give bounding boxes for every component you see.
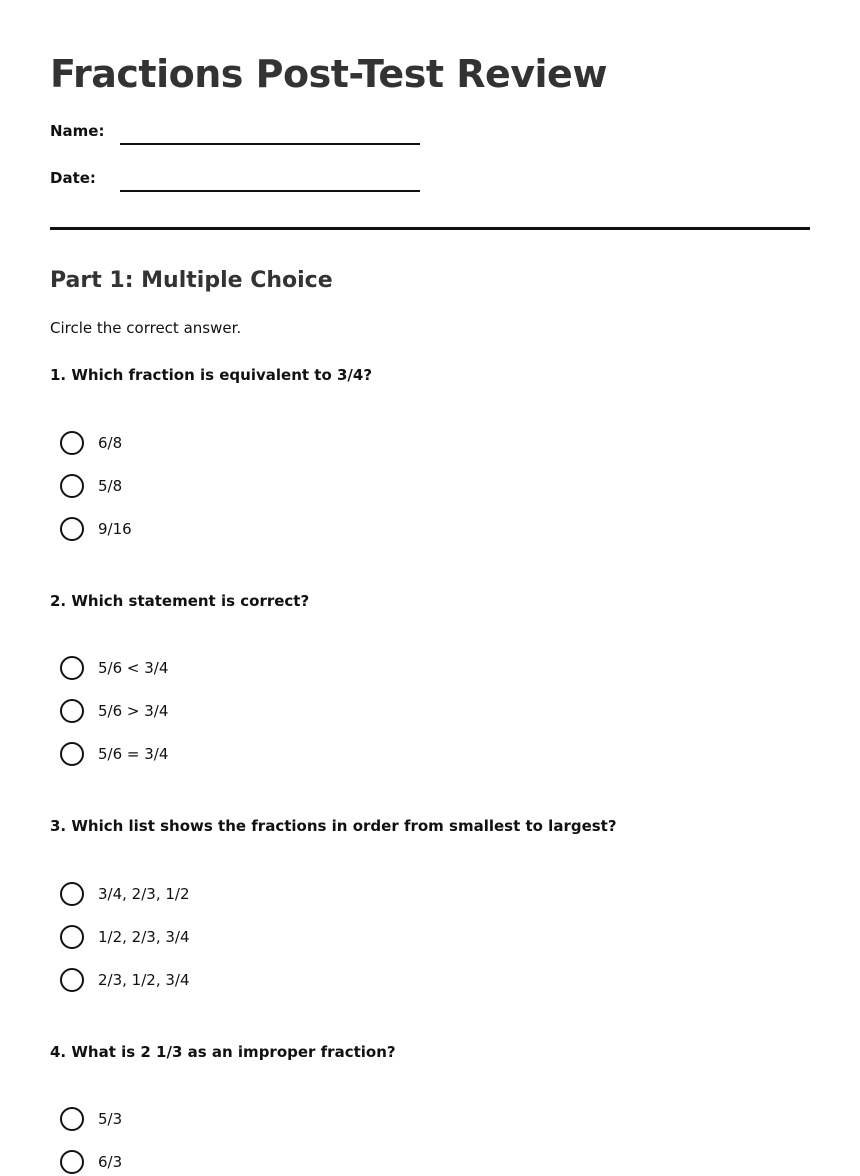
answer-option[interactable] bbox=[60, 699, 460, 725]
date-input[interactable] bbox=[120, 190, 420, 192]
answer-option-label: 2/3, 1/2, 3/4 bbox=[98, 971, 190, 989]
answer-option-label: 5/8 bbox=[98, 477, 123, 495]
question-text: 1. Which fraction is equivalent to 3/4? bbox=[50, 366, 373, 384]
answer-option[interactable] bbox=[60, 1107, 460, 1133]
radio-circle-icon[interactable] bbox=[60, 1150, 84, 1174]
date-field-row bbox=[50, 168, 450, 198]
answer-option-label: 3/4, 2/3, 1/2 bbox=[98, 885, 190, 903]
question-text: 3. Which list shows the fractions in order from smallest to largest? bbox=[50, 817, 617, 835]
answer-option-label: 5/6 > 3/4 bbox=[98, 702, 169, 720]
radio-circle-icon[interactable] bbox=[60, 925, 84, 949]
radio-circle-icon[interactable] bbox=[60, 431, 84, 455]
name-label: Name: bbox=[50, 122, 105, 140]
answer-option[interactable] bbox=[60, 968, 460, 994]
question-text: 2. Which statement is correct? bbox=[50, 592, 310, 610]
answer-option[interactable] bbox=[60, 431, 460, 457]
answer-option-label: 5/3 bbox=[98, 1110, 123, 1128]
header-divider bbox=[50, 227, 810, 230]
answer-option-label: 5/6 < 3/4 bbox=[98, 659, 169, 677]
answer-option[interactable] bbox=[60, 742, 460, 768]
question-text: 4. What is 2 1/3 as an improper fraction? bbox=[50, 1043, 396, 1061]
radio-circle-icon[interactable] bbox=[60, 882, 84, 906]
date-label: Date: bbox=[50, 169, 96, 187]
answer-option-label: 6/3 bbox=[98, 1153, 123, 1171]
answer-option[interactable] bbox=[60, 517, 460, 543]
radio-circle-icon[interactable] bbox=[60, 968, 84, 992]
radio-circle-icon[interactable] bbox=[60, 699, 84, 723]
answer-option-label: 5/6 = 3/4 bbox=[98, 745, 169, 763]
name-field-row bbox=[50, 121, 450, 151]
answer-option[interactable] bbox=[60, 656, 460, 682]
radio-circle-icon[interactable] bbox=[60, 517, 84, 541]
answer-option-label: 9/16 bbox=[98, 520, 132, 538]
answer-option[interactable] bbox=[60, 474, 460, 500]
answer-option[interactable] bbox=[60, 882, 460, 908]
radio-circle-icon[interactable] bbox=[60, 1107, 84, 1131]
instructions-text: Circle the correct answer. bbox=[50, 319, 242, 337]
radio-circle-icon[interactable] bbox=[60, 474, 84, 498]
radio-circle-icon[interactable] bbox=[60, 656, 84, 680]
answer-option[interactable] bbox=[60, 925, 460, 951]
answer-option[interactable] bbox=[60, 1150, 460, 1176]
answer-option-label: 6/8 bbox=[98, 434, 123, 452]
page-title: Fractions Post-Test Review bbox=[50, 52, 607, 96]
radio-circle-icon[interactable] bbox=[60, 742, 84, 766]
name-input[interactable] bbox=[120, 143, 420, 145]
answer-option-label: 1/2, 2/3, 3/4 bbox=[98, 928, 190, 946]
section-title-part-1: Part 1: Multiple Choice bbox=[50, 268, 333, 293]
